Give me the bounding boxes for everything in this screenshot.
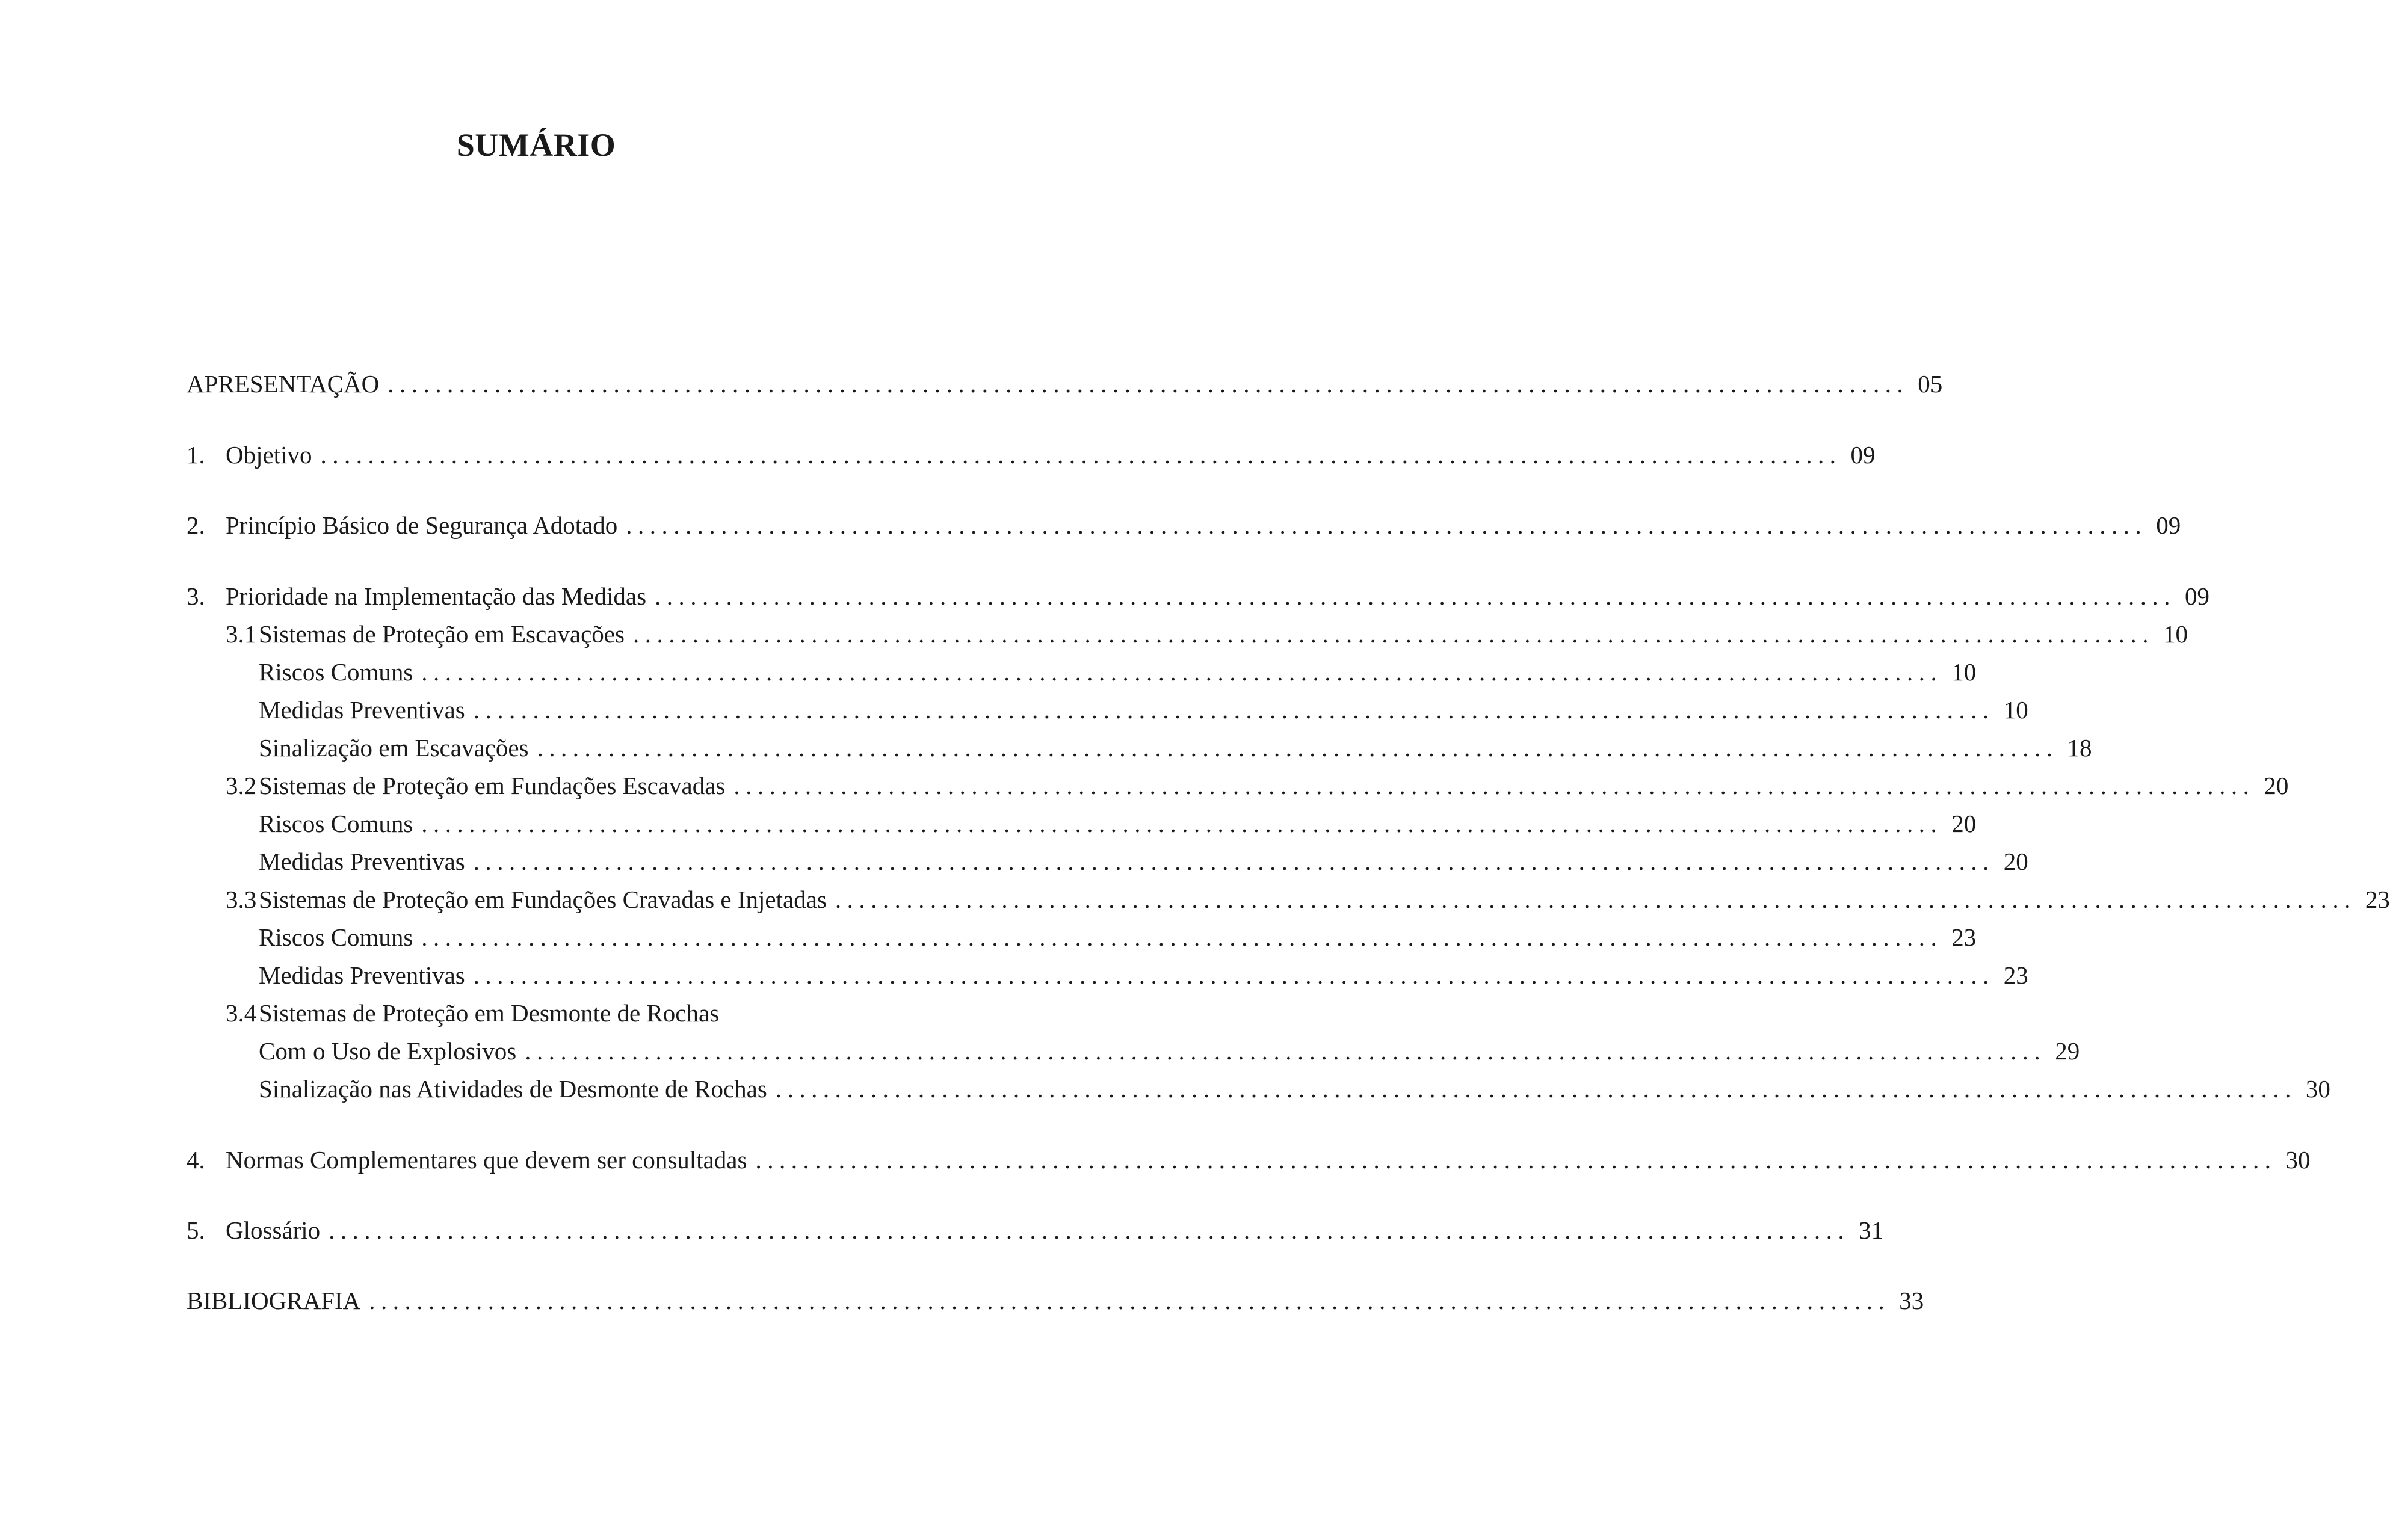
toc-entry-label: APRESENTAÇÃO (187, 370, 380, 398)
toc-entry-3-1-medidas-preventivas[interactable] (259, 694, 2028, 725)
toc-page-number: 09 (2156, 511, 2181, 539)
dot-leader: ................................................................................................................................ (473, 961, 1995, 989)
dot-leader: ................................................................................................................................ (755, 1146, 2277, 1174)
toc-entry-label: BIBLIOGRAFIA (187, 1287, 361, 1314)
toc-entry-label: Com o Uso de Explosivos (259, 1037, 517, 1065)
toc-page-number: 30 (2305, 1075, 2330, 1103)
toc-entry-normas[interactable] (187, 1144, 2311, 1175)
toc-entry-label: Sistemas de Proteção em Desmonte de Rochas (259, 999, 720, 1027)
dot-leader: ................................................................................................................................ (388, 370, 1909, 398)
toc-page-number: 31 (1859, 1216, 1884, 1244)
dot-leader: ................................................................................................................................ (421, 923, 1943, 951)
toc-entry-label: Princípio Básico de Segurança Adotado (226, 511, 618, 539)
dot-leader: ................................................................................................................................ (473, 696, 1995, 724)
toc-entry-number: 3.3 (226, 886, 257, 913)
dot-leader: ................................................................................................................................ (473, 848, 1995, 875)
page-title: SUMÁRIO (456, 127, 616, 163)
toc-entry-number: 1. (187, 441, 205, 469)
toc-entry-apresentacao[interactable] (187, 368, 1943, 399)
toc-entry-3-2-medidas-preventivas[interactable] (259, 846, 2028, 877)
toc-entry-label: Medidas Preventivas (259, 696, 465, 724)
table-of-contents (187, 0, 2390, 1540)
toc-entry-label: Medidas Preventivas (259, 961, 465, 989)
dot-leader: ................................................................................................................................ (329, 1216, 1850, 1244)
toc-entry-number: 3.2 (226, 772, 257, 799)
toc-entry-glossario[interactable] (187, 1215, 1884, 1246)
toc-entry-label: Sinalização em Escavações (259, 734, 529, 762)
toc-page-number: 10 (1951, 658, 1977, 686)
toc-entry-label: Sistemas de Proteção em Fundações Escavadas (259, 772, 726, 799)
toc-entry-principio-basico[interactable] (187, 510, 2181, 541)
toc-entry-label: Normas Complementares que devem ser consultadas (226, 1146, 747, 1174)
dot-leader: ................................................................................................................................ (835, 886, 2356, 913)
dot-leader: ................................................................................................................................ (525, 1037, 2046, 1065)
dot-leader: ................................................................................................................................ (320, 441, 1842, 469)
dot-leader: ................................................................................................................................ (775, 1075, 2297, 1103)
toc-entry-3-4[interactable] (226, 997, 948, 1029)
toc-entry-label: Sistemas de Proteção em Fundações Cravadas e Injetadas (259, 886, 827, 913)
toc-entry-number: 3. (187, 582, 205, 610)
toc-page-number: 29 (2055, 1037, 2080, 1065)
toc-page-number: 20 (2264, 772, 2289, 799)
toc-page-number: 20 (1951, 810, 1977, 837)
toc-entry-label: Riscos Comuns (259, 658, 413, 686)
toc-entry-3-3-riscos-comuns[interactable] (259, 922, 1977, 953)
toc-entry-3-4-sinalizacao[interactable] (259, 1073, 2330, 1104)
dot-leader: ................................................................................................................................ (537, 734, 2058, 762)
toc-entry-3-3-medidas-preventivas[interactable] (259, 959, 2028, 991)
toc-entry-3-1[interactable] (226, 618, 2188, 650)
toc-page-number: 09 (2185, 582, 2210, 610)
toc-entry-3-1-riscos-comuns[interactable] (259, 656, 1977, 688)
toc-entry-label: Prioridade na Implementação das Medidas (226, 582, 647, 610)
dot-leader: ................................................................................................................................ (632, 620, 2154, 648)
toc-page-number: 23 (1951, 923, 1977, 951)
toc-entry-label: Sistemas de Proteção em Escavações (259, 620, 625, 648)
toc-entry-3-2-riscos-comuns[interactable] (259, 808, 1977, 839)
toc-entry-label: Medidas Preventivas (259, 848, 465, 875)
toc-entry-label: Sinalização nas Atividades de Desmonte de Rochas (259, 1075, 767, 1103)
dot-leader: ................................................................................................................................ (369, 1287, 1891, 1314)
toc-page-number: 20 (2003, 848, 2028, 875)
toc-entry-label: Riscos Comuns (259, 923, 413, 951)
toc-entry-3-1-sinalizacao[interactable] (259, 732, 2092, 763)
toc-entry-3-2[interactable] (226, 770, 2289, 801)
toc-page-number: 23 (2003, 961, 2028, 989)
toc-page-number: 05 (1918, 370, 1943, 398)
toc-entry-number: 3.4 (226, 999, 257, 1027)
toc-entry-number: 2. (187, 511, 205, 539)
toc-page-number: 10 (2003, 696, 2028, 724)
toc-page-number: 09 (1850, 441, 1876, 469)
dot-leader: ................................................................................................................................ (733, 772, 2255, 799)
toc-entry-number: 3.1 (226, 620, 257, 648)
dot-leader: ................................................................................................................................ (626, 511, 2148, 539)
toc-page-number: 10 (2163, 620, 2188, 648)
toc-page-number: 30 (2285, 1146, 2311, 1174)
toc-page-number: 18 (2067, 734, 2092, 762)
dot-leader: ................................................................................................................................ (421, 810, 1943, 837)
toc-entry-number: 4. (187, 1146, 205, 1174)
toc-entry-label: Riscos Comuns (259, 810, 413, 837)
toc-entry-bibliografia[interactable] (187, 1285, 1924, 1316)
dot-leader: ................................................................................................................................ (655, 582, 2176, 610)
toc-page-number: 33 (1899, 1287, 1924, 1314)
toc-entry-prioridade[interactable] (187, 581, 2210, 612)
toc-entry-number: 5. (187, 1216, 205, 1244)
toc-page-number: 23 (2365, 886, 2390, 913)
toc-entry-label: Objetivo (226, 441, 312, 469)
dot-leader: ................................................................................................................................ (421, 658, 1943, 686)
toc-entry-label: Glossário (226, 1216, 321, 1244)
toc-entry-objetivo[interactable] (187, 439, 1876, 470)
toc-entry-3-3[interactable] (226, 884, 2390, 915)
toc-entry-3-4-explosivos[interactable] (259, 1035, 2080, 1067)
